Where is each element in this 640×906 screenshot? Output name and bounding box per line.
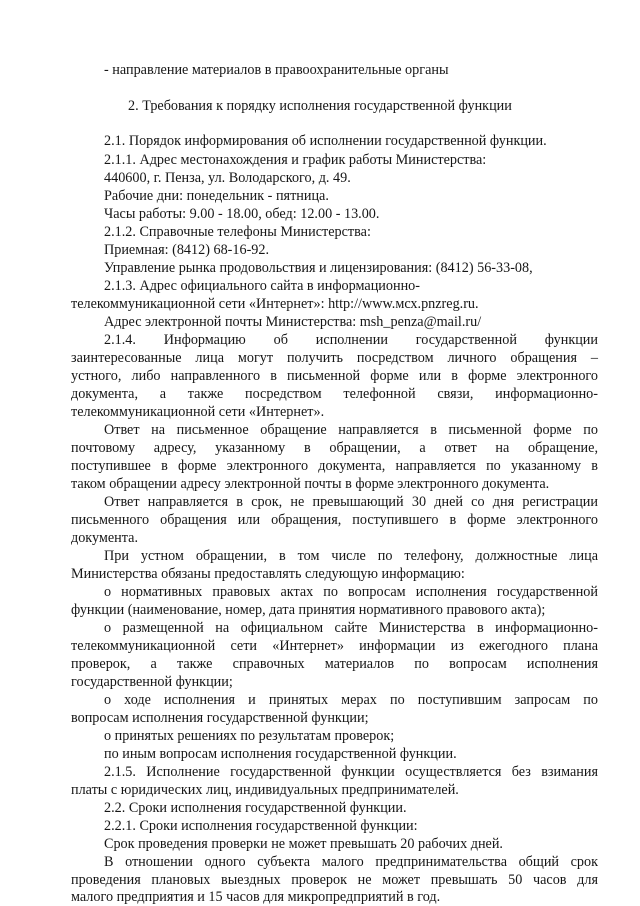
text-line: проведения плановых выездных проверок не может превышать 50 часов для: [71, 872, 598, 888]
text-line: малого предприятия и 15 часов для микропредприятий в год.: [71, 889, 441, 905]
text-line: 2.1.4. Информацию об исполнении государственной функции: [104, 332, 598, 348]
text-line: о размещенной на официальном сайте Министерства в информационно-: [104, 620, 598, 636]
text-line: о ходе исполнения и принятых мерах по поступившим запросам по: [104, 692, 598, 708]
text-line: поступившее в форме электронного документа, направляется по указанному в: [71, 458, 598, 474]
text-line: телекоммуникационной сети «Интернет» информации из ежегодного плана: [71, 638, 598, 654]
text-line: Управление рынка продовольствия и лицензирования: (8412) 56-33-08,: [104, 260, 533, 276]
text-line: 440600, г. Пенза, ул. Володарского, д. 49.: [104, 170, 351, 186]
text-line: 2.1.1. Адрес местонахождения и график работы Министерства:: [104, 152, 487, 168]
text-line: почтовому адресу, указанному в обращении, а ответ на обращение,: [71, 440, 598, 456]
text-line: заинтересованные лица могут получить посредством личного обращения –: [71, 350, 598, 366]
text-line: таком обращении адресу электронной почты в форме электронного документа.: [71, 476, 550, 492]
text-line: вопросам исполнения государственной функции;: [71, 710, 369, 726]
text-line: При устном обращении, в том числе по телефону, должностные лица: [104, 548, 598, 564]
text-line: Часы работы: 9.00 - 18.00, обед: 12.00 - 13.00.: [104, 206, 380, 222]
text-line: телекоммуникационной сети «Интернет»: http://www.мсх.pnzreg.ru.: [71, 296, 479, 312]
text-line: функции (наименование, номер, дата принятия нормативного правового акта);: [71, 602, 546, 618]
text-line: Срок проведения проверки не может превышать 20 рабочих дней.: [104, 836, 503, 852]
text-line: документа, а также посредством телефонной связи, информационно-: [71, 386, 598, 402]
text-line: 2.2.1. Сроки исполнения государственной функции:: [104, 818, 418, 834]
text-line: 2.1.5. Исполнение государственной функции осуществляется без взимания: [104, 764, 598, 780]
text-line: 2.1.2. Справочные телефоны Министерства:: [104, 224, 371, 240]
text-line: о нормативных правовых актах по вопросам исполнения государственной: [104, 584, 598, 600]
text-line: Ответ на письменное обращение направляется в письменной форме по: [104, 422, 598, 438]
text-line: Министерства обязаны предоставлять следующую информацию:: [71, 566, 465, 582]
text-line: 2.2. Сроки исполнения государственной функции.: [104, 800, 407, 816]
text-line: документа.: [71, 530, 138, 546]
text-line: - направление материалов в правоохранительные органы: [104, 62, 449, 78]
text-line: по иным вопросам исполнения государственной функции.: [104, 746, 457, 762]
text-line: проверок, а также справочных материалов по вопросам исполнения: [71, 656, 598, 672]
text-line: Приемная: (8412) 68-16-92.: [104, 242, 270, 258]
text-line: телекоммуникационной сети «Интернет».: [71, 404, 325, 420]
text-line: Рабочие дни: понедельник - пятница.: [104, 188, 329, 204]
text-line: Адрес электронной почты Министерства: msh_penza@mail.ru/: [104, 314, 482, 330]
text-line: платы с юридических лиц, индивидуальных предпринимателей.: [71, 782, 459, 798]
text-line: письменного обращения или обращения, поступившего в форме электронного: [71, 512, 598, 528]
section-heading: 2. Требования к порядку исполнения государственной функции: [128, 98, 512, 114]
text-line: В отношении одного субъекта малого предпринимательства общий срок: [104, 854, 598, 870]
text-line: устного, либо направленного в письменной форме или в форме электронного: [71, 368, 598, 384]
text-line: государственной функции;: [71, 674, 233, 690]
text-line: Ответ направляется в срок, не превышающий 30 дней со дня регистрации: [104, 494, 598, 510]
text-line: 2.1.3. Адрес официального сайта в информационно-: [104, 278, 420, 294]
text-line: 2.1. Порядок информирования об исполнении государственной функции.: [104, 133, 547, 149]
text-line: о принятых решениях по результатам проверок;: [104, 728, 395, 744]
